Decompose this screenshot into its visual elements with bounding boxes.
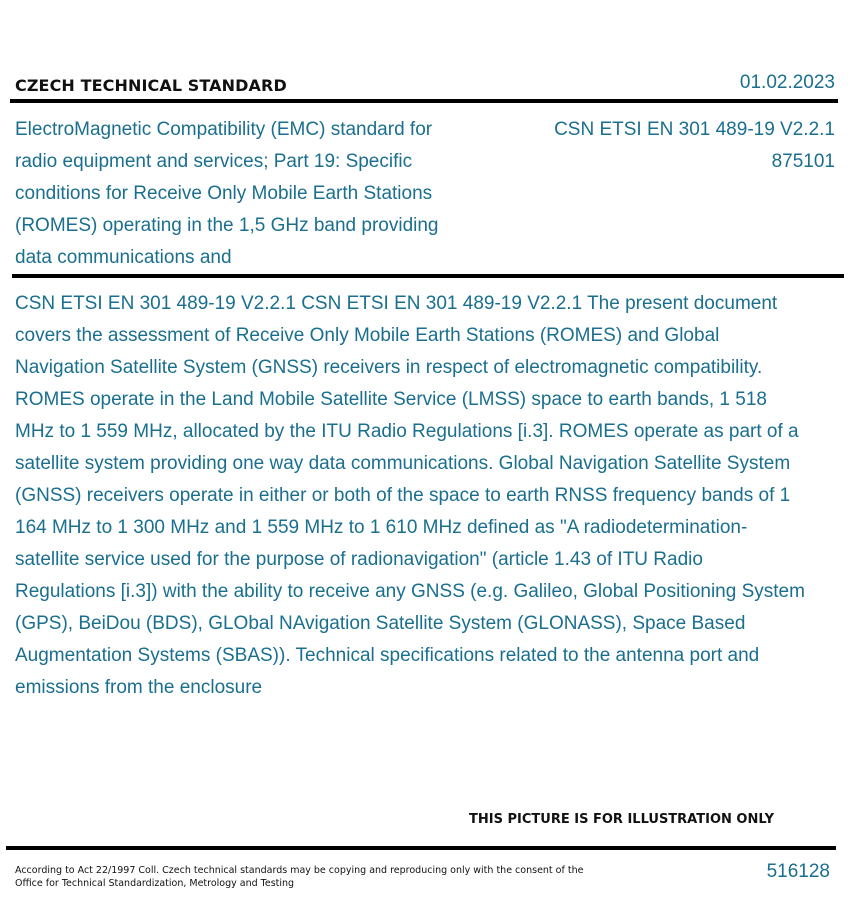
standard-designation: CSN ETSI EN 301 489-19 V2.2.1	[554, 119, 835, 140]
standard-codes	[554, 114, 835, 178]
document-type-label: CZECH TECHNICAL STANDARD	[15, 76, 287, 95]
standard-title: ElectroMagnetic Compatibility (EMC) standard for radio equipment and services; Part 19: Specific conditions for Receive Only Mobile Earth Stations (ROMES) operating in the 1,5 GHz band providing data communications and	[15, 119, 439, 268]
abstract-text: CSN ETSI EN 301 489-19 V2.2.1 CSN ETSI EN 301 489-19 V2.2.1 The present document covers the assessment of Receive Only Mobile Earth Stations (ROMES) and Global Navigation Satellite System (GNSS) receivers in respect of electromagnetic compatibility. ROMES operate in the Land Mobile Satellite Service (LMSS) space to earth bands, 1 518 MHz to 1 559 MHz, allocated by the ITU Radio Regulations [i.3]. ROMES operate as part of a satellite system providing one way data communications. Global Navigation Satellite System (GNSS) receivers operate in either or both of the space to earth RNSS frequency bands of 1 164 MHz to 1 300 MHz and 1 559 MHz to 1 610 MHz defined as "A radiodetermination-satellite service used for the purpose of radionavigation" (article 1.43 of ITU Radio Regulations [i.3]) with the ability to receive any GNSS (e.g. Galileo, Global Positioning System (GPS), BeiDou (BDS), GLObal NAvigation Satellite System (GLONASS), Space Based Augmentation Systems (SBAS)). Technical specifications related to the antenna port and emissions from the enclosure	[15, 293, 805, 698]
classification-number: 875101	[771, 151, 835, 172]
legal-notice: According to Act 22/1997 Coll. Czech technical standards may be copying and reproducing only with the consent of the Office for Technical Standardization, Metrology and Testing	[15, 865, 584, 889]
illustration-disclaimer: THIS PICTURE IS FOR ILLUSTRATION ONLY	[469, 812, 774, 827]
document-number: 516128	[766, 861, 830, 882]
title-divider	[12, 274, 844, 278]
header-divider	[10, 99, 838, 103]
publication-date: 01.02.2023	[739, 72, 835, 93]
footer-divider	[6, 846, 836, 850]
